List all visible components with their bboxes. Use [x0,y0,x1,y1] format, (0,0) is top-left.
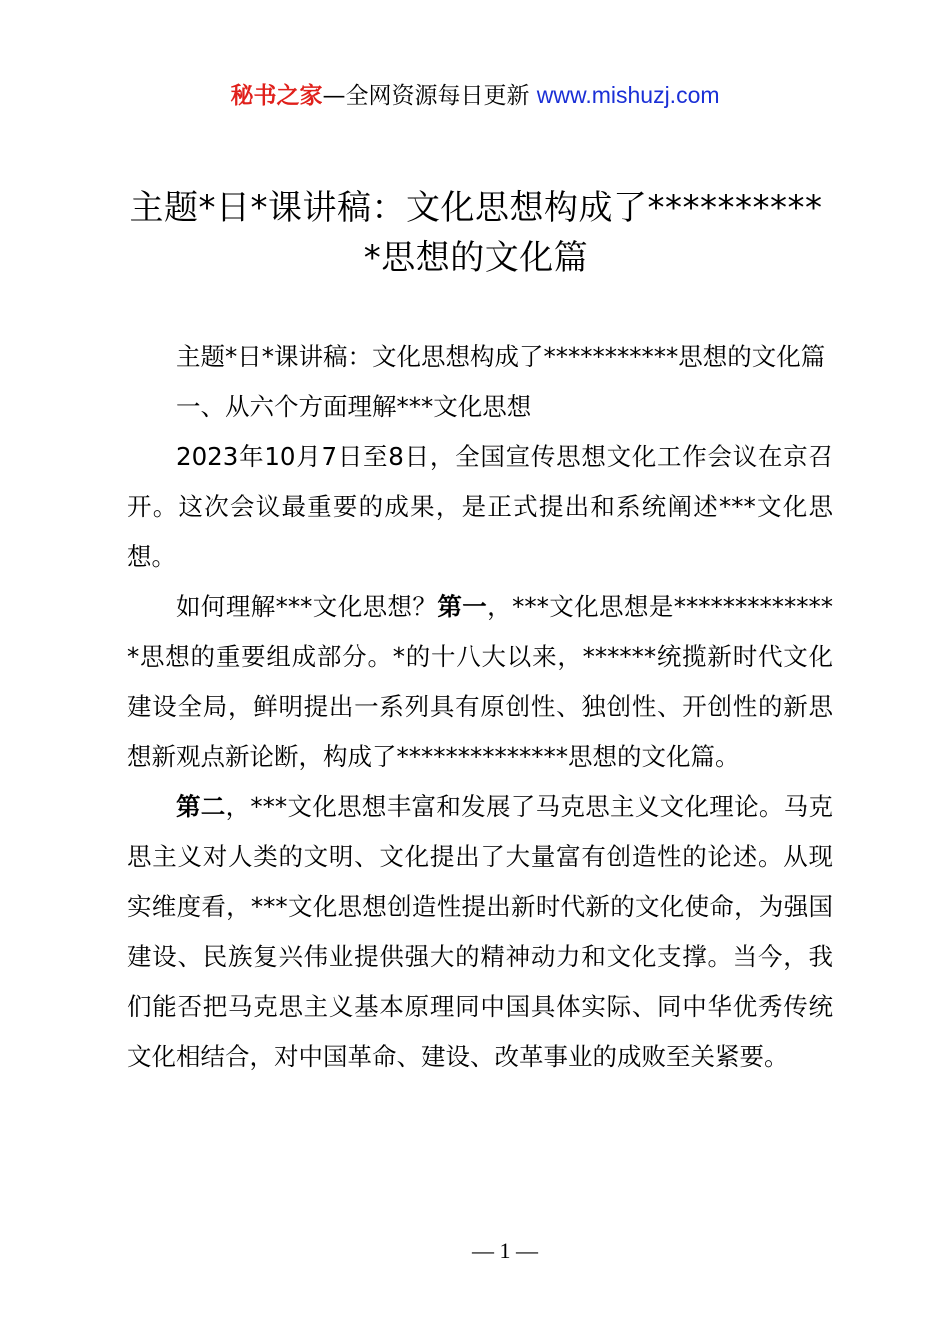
page-number: — 1 — [472,1238,538,1263]
paragraph-second-point [127,782,833,1082]
site-tagline: —全网资源每日更新 [322,83,530,109]
second-point-text: ，***文化思想丰富和发展了马克思主义文化理论。马克思主义对人类的文明、文化提出了大量富有创造性的论述。从现实维度看，***文化思想创造性提出新时代新的文化使命，为强国建设、民族复兴伟业提供强大的精神动力和文化支撑。当今，我们能否把马克思主义基本原理同中国具体实际、同中华优秀传统文化相结合，对中国革命、建设、改革事业的成败至关紧要。 [127,792,834,1071]
title-line-1: 主题*日*课讲稿：文化思想构成了********** [129,188,823,228]
site-header [0,78,950,113]
paragraph-subtitle: 主题*日*课讲稿：文化思想构成了***********思想的文化篇 [176,342,826,371]
document-title [118,183,834,283]
second-point-label: 第二 [176,792,226,821]
section-heading: 一、从六个方面理解***文化思想 [176,392,532,421]
site-url-link[interactable]: www.mishuzj.com [536,82,720,108]
meeting-date: 2023年10月7日至8日 [176,442,430,471]
paragraph-first-point [127,582,833,782]
site-brand: 秘书之家 [230,83,323,109]
meeting-text: ，全国宣传思想文化工作会议在京召开。这次会议最重要的成果，是正式提出和系统阐述***文化思想。 [127,442,833,571]
first-point-text: ，***文化思想是**************思想的重要组成部分。*的十八大以来，******统揽新时代文化建设全局，鲜明提出一系列具有原创性、独创性、开创性的新思想新观点新论断，构成了**************思想的文化篇。 [127,592,834,771]
document-body [127,332,833,1082]
first-point-lead: 如何理解***文化思想？ [176,592,438,621]
first-point-label: 第一 [437,592,488,621]
title-line-2: *思想的文化篇 [363,238,589,278]
paragraph-meeting [127,432,833,582]
